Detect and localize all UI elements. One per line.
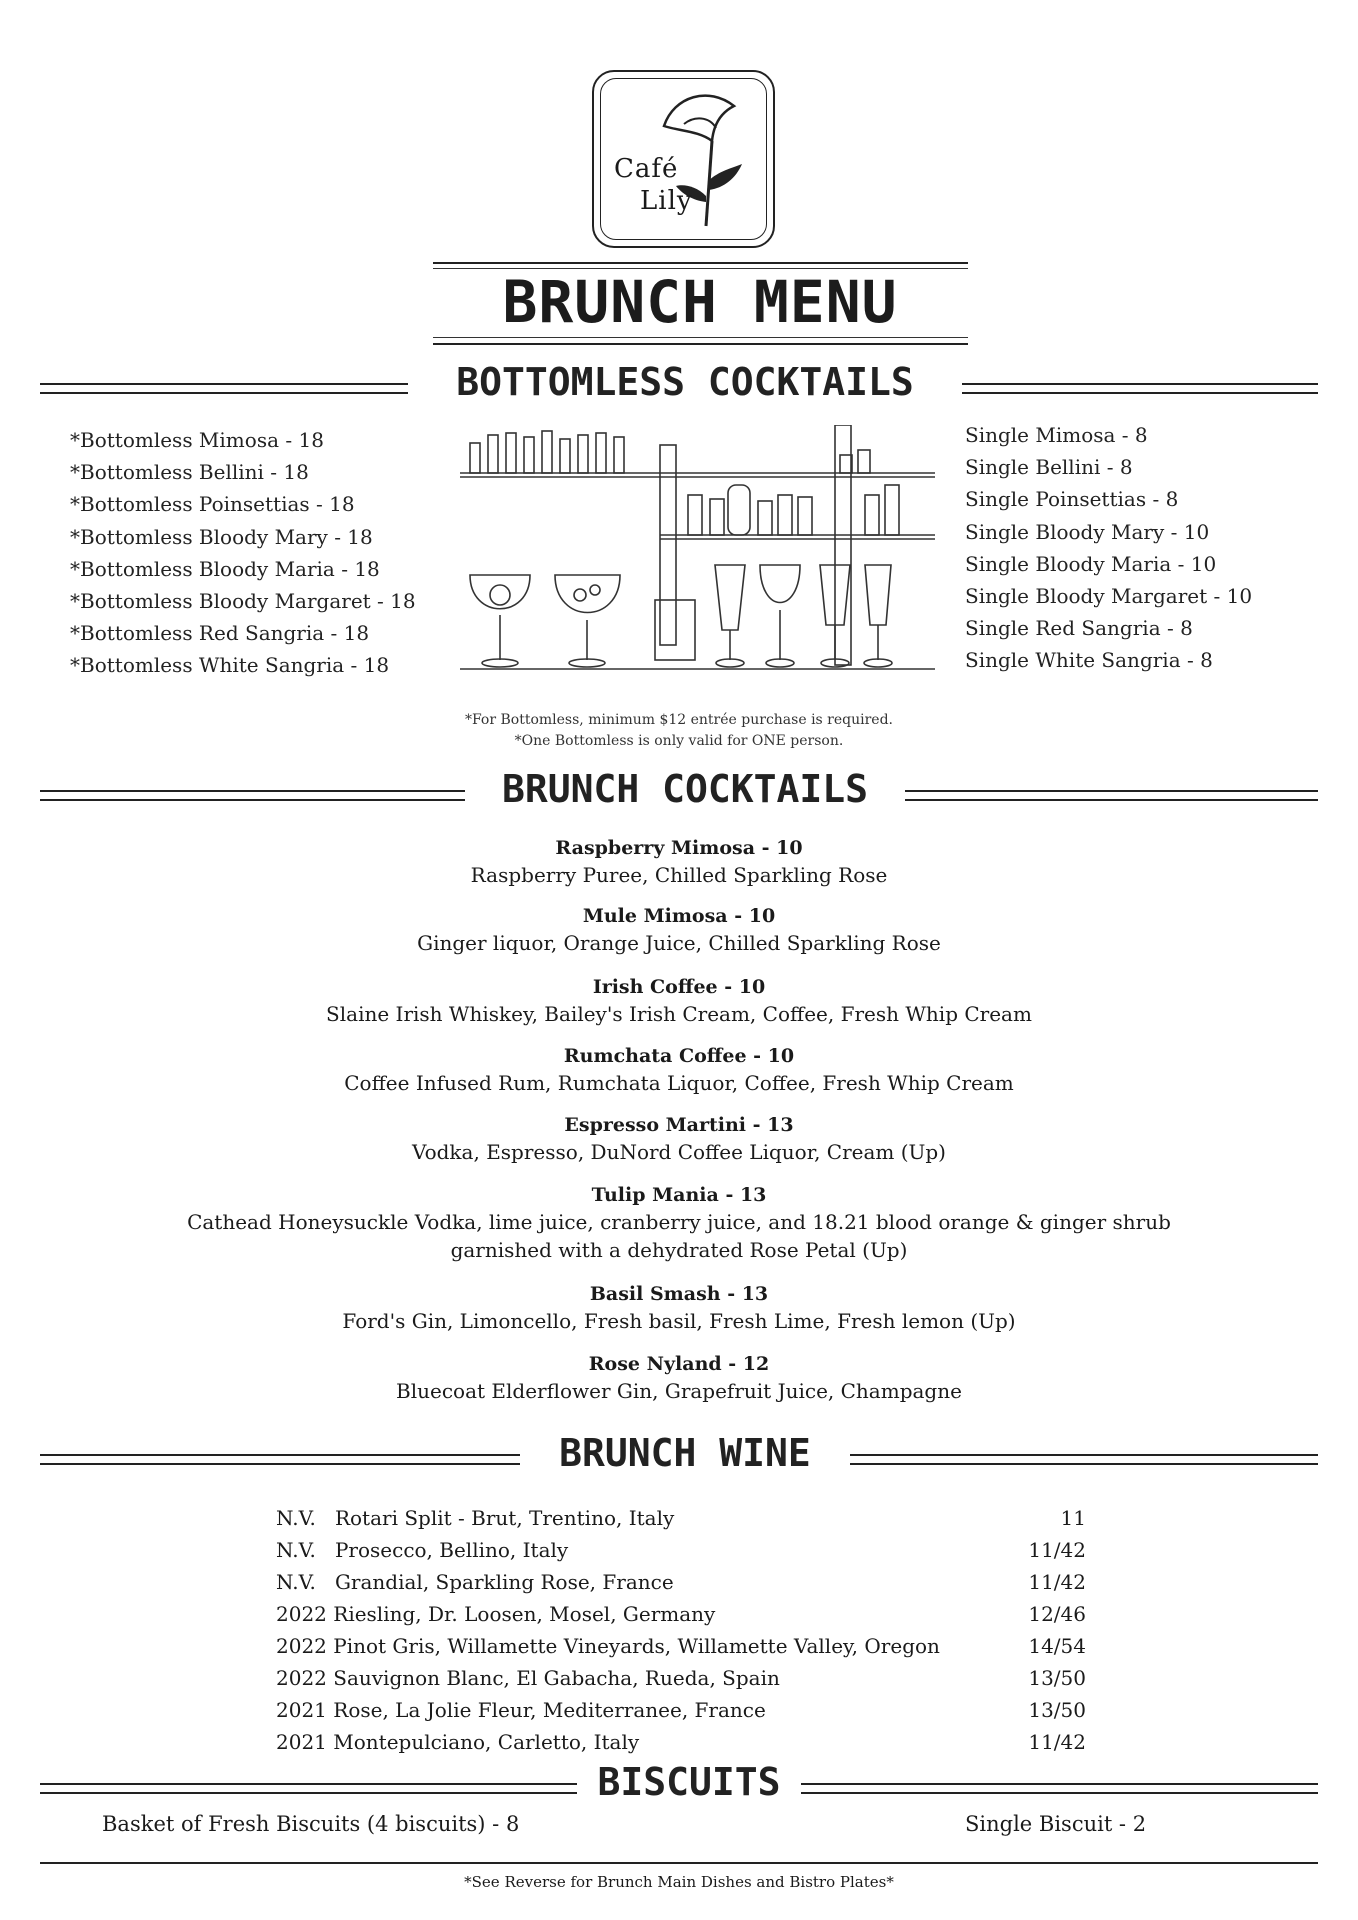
logo-cafe-text: Café [614,154,679,184]
wine-price: 14/54 [1028,1634,1086,1658]
single-item: Single Bloody Mary - 10 [965,519,1210,544]
footer-note: *See Reverse for Brunch Main Dishes and Bistro Plates* [464,1873,894,1891]
bottomless-item: *Bottomless Poinsettias - 18 [70,492,355,517]
wine-price: 11/42 [1028,1538,1086,1562]
cocktail-item [100,1351,1258,1405]
section-bottomless-cocktails: BOTTOMLESS COCKTAILS [408,360,962,404]
wine-row [276,1662,1086,1694]
single-item: Single Poinsettias - 8 [965,487,1179,512]
bottomless-item: *Bottomless Mimosa - 18 [70,428,324,452]
cocktail-item [100,1281,1258,1335]
cocktail-name: Espresso Martini - 13 [564,1114,794,1136]
cocktail-name: Raspberry Mimosa - 10 [555,837,803,859]
cocktail-desc: Vodka, Espresso, DuNord Coffee Liquor, Cream (Up) [411,1140,946,1164]
cocktail-name: Rose Nyland - 12 [588,1353,770,1375]
biscuit-basket: Basket of Fresh Biscuits (4 biscuits) - 8 [102,1812,520,1836]
bar-illustration [460,425,935,677]
cocktail-desc: Coffee Infused Rum, Rumchata Liquor, Coffee, Fresh Whip Cream [344,1071,1014,1095]
section-brunch-cocktails: BRUNCH COCKTAILS [465,767,905,811]
note-line: *One Bottomless is only valid for ONE person. [514,733,844,749]
single-item: Single Red Sangria - 8 [965,616,1193,641]
section-biscuits: BISCUITS [577,1760,801,1804]
cocktail-name: Rumchata Coffee - 10 [563,1045,795,1067]
wine-price: 11/42 [1028,1730,1086,1754]
wine-row [276,1726,1086,1758]
single-list [965,419,1252,677]
wine-desc: 2022 Riesling, Dr. Loosen, Mosel, Germany [276,1602,716,1626]
wine-desc: 2021 Rose, La Jolie Fleur, Mediterranee, France [276,1698,766,1722]
cocktail-item [100,903,1258,957]
cocktail-desc: Ford's Gin, Limoncello, Fresh basil, Fresh Lime, Fresh lemon (Up) [342,1309,1016,1333]
wine-price: 13/50 [1028,1698,1086,1722]
cocktail-name: Mule Mimosa - 10 [582,905,776,927]
cocktail-desc: Slaine Irish Whiskey, Bailey's Irish Cream, Coffee, Fresh Whip Cream [326,1002,1032,1026]
wine-desc: 2022 Pinot Gris, Willamette Vineyards, Willamette Valley, Oregon [276,1634,940,1658]
biscuit-single: Single Biscuit - 2 [965,1812,1147,1836]
cocktail-item [100,835,1258,889]
note-line: *For Bottomless, minimum $12 entrée purchase is required. [464,712,894,728]
single-item: Single Bellini - 8 [965,455,1133,480]
cocktail-desc: garnished with a dehydrated Rose Petal (Up) [450,1238,908,1262]
bottomless-item: *Bottomless Bloody Margaret - 18 [70,589,416,614]
wine-row [276,1694,1086,1726]
cocktail-desc: Cathead Honeysuckle Vodka, lime juice, cranberry juice, and 18.21 blood orange & ginger shrub [187,1210,1171,1234]
title-bottom-rule-thin [433,337,968,338]
bottomless-item: *Bottomless Bloody Mary - 18 [70,524,373,549]
wine-price: 13/50 [1028,1666,1086,1690]
cocktail-item [100,1112,1258,1166]
bottomless-notes [329,710,1029,752]
cocktail-desc: Ginger liquor, Orange Juice, Chilled Sparkling Rose [417,931,941,955]
cocktail-item [100,1043,1258,1097]
title-top-rule [433,262,968,264]
single-item: Single Mimosa - 8 [965,423,1148,447]
wine-price: 11 [1060,1506,1086,1530]
cocktail-name: Irish Coffee - 10 [592,976,766,998]
cocktail-name: Tulip Mania - 13 [591,1184,767,1206]
cocktail-desc: Bluecoat Elderflower Gin, Grapefruit Juice, Champagne [396,1379,962,1403]
wine-desc: N.V. Prosecco, Bellino, Italy [276,1538,569,1562]
cocktail-item [100,1182,1258,1264]
logo-lily-text: Lily [640,186,693,216]
section-brunch-wine: BRUNCH WINE [520,1431,850,1475]
wine-desc: 2021 Montepulciano, Carletto, Italy [276,1730,640,1754]
wine-desc: N.V. Grandial, Sparkling Rose, France [276,1570,674,1594]
single-item: Single Bloody Margaret - 10 [965,584,1253,609]
single-item: Single White Sangria - 8 [965,648,1213,673]
wine-price: 11/42 [1028,1570,1086,1594]
cafe-lily-logo [592,70,775,248]
title-bottom-rule [433,343,968,345]
cocktail-desc: Raspberry Puree, Chilled Sparkling Rose [470,863,888,887]
wine-row [276,1534,1086,1566]
cocktail-name: Basil Smash - 13 [589,1283,769,1305]
single-item: Single Bloody Maria - 10 [965,551,1217,576]
page-title: BRUNCH MENU [502,268,898,336]
cocktail-item [100,974,1258,1028]
wine-row [276,1598,1086,1630]
wine-row [276,1502,1086,1534]
bottomless-list [70,424,416,682]
bottomless-item: *Bottomless Bellini - 18 [70,460,309,485]
bottomless-item: *Bottomless White Sangria - 18 [70,653,390,678]
wine-desc: 2022 Sauvignon Blanc, El Gabacha, Rueda, Spain [276,1666,780,1690]
footer-rule [40,1862,1318,1864]
bottomless-item: *Bottomless Red Sangria - 18 [70,621,370,646]
wine-desc: N.V. Rotari Split - Brut, Trentino, Italy [276,1506,675,1530]
wine-row [276,1630,1086,1662]
wine-row [276,1566,1086,1598]
wine-price: 12/46 [1028,1602,1086,1626]
bottomless-item: *Bottomless Bloody Maria - 18 [70,556,380,581]
